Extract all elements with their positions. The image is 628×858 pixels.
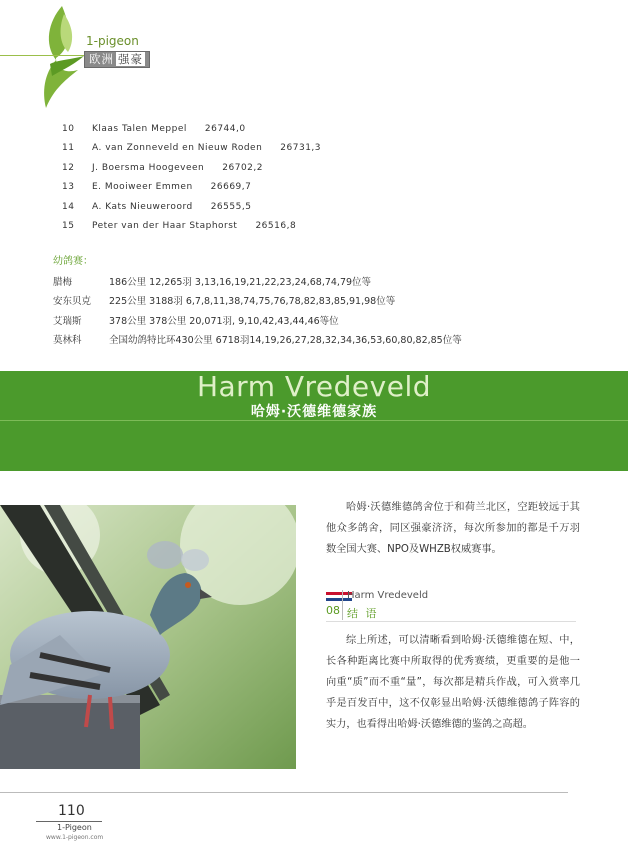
result-row (62, 119, 321, 139)
young-races-list (53, 271, 462, 349)
banner-subtitle: 哈姆·沃德维德家族 (250, 404, 378, 420)
result-rank: 10 (62, 123, 75, 134)
result-rank: 12 (62, 162, 75, 173)
results-list (62, 119, 321, 236)
result-name: E. Mooiweer Emmen (92, 182, 193, 193)
result-name: Peter van der Haar Staphorst (92, 221, 238, 232)
result-rank: 14 (62, 201, 75, 212)
section-name: Harm Vredeveld (347, 590, 429, 601)
result-score: 26744,0 (204, 123, 246, 134)
young-race-row (53, 330, 462, 350)
result-row (62, 178, 321, 198)
race-place: 艾瑞斯 (53, 315, 82, 327)
section-tag (84, 51, 150, 68)
result-row (62, 217, 321, 237)
page-number: 110 (58, 803, 85, 819)
section-divider (342, 590, 343, 620)
header-divider (0, 55, 84, 56)
result-name: Klaas Talen Meppel (92, 123, 187, 134)
race-detail: 225公里 3188羽 6,7,8,11,38,74,75,76,78,82,83,85,91,98位等 (109, 296, 396, 308)
result-row (62, 139, 321, 159)
footer-divider (0, 792, 568, 793)
result-rank: 13 (62, 182, 75, 193)
pigeon-illustration (0, 505, 296, 769)
pigeon-photo (0, 505, 296, 769)
brand-name: 1-pigeon (86, 34, 139, 48)
banner-title: Harm Vredeveld (196, 370, 432, 403)
race-detail: 186公里 12,265羽 3,13,16,19,21,22,23,24,68,74,79位等 (109, 276, 372, 288)
result-rank: 11 (62, 143, 75, 154)
leaf-logo-icon (38, 4, 88, 108)
section-tag-a: 欧洲 (89, 52, 114, 66)
result-score: 26731,3 (280, 143, 322, 154)
result-name: A. Kats Nieuweroord (92, 201, 193, 212)
result-score: 26555,5 (210, 201, 252, 212)
result-row (62, 158, 321, 178)
race-place: 莫林科 (53, 335, 82, 347)
section-title: 结 语 (347, 607, 379, 620)
young-race-row (53, 310, 462, 330)
result-row (62, 197, 321, 217)
result-score: 26669,7 (210, 182, 252, 193)
young-race-row (53, 291, 462, 311)
section-underline (326, 621, 576, 622)
race-place: 腊梅 (53, 276, 73, 288)
result-score: 26516,8 (255, 221, 297, 232)
result-score: 26702,2 (222, 162, 263, 173)
young-race-row (53, 271, 462, 291)
page-number-rule (36, 821, 102, 822)
result-name: A. van Zonneveld en Nieuw Roden (92, 143, 263, 154)
result-name: J. Boersma Hoogeveen (92, 162, 205, 173)
young-races-title: 幼鸽赛： (53, 256, 93, 267)
footer-brand: 1-Pigeon (57, 823, 92, 832)
race-detail: 全国幼鸽特比环430公里 6718羽14,19,26,27,28,32,34,36,53,60,80,82,85位等 (109, 335, 462, 347)
section-number: 08 (326, 604, 340, 617)
article-paragraph-2: 综上所述，可以清晰看到哈姆·沃德维德在短、中，长各种距离比赛中所取得的优秀赛绩，更重要的是他一向重“质”而不重“量”，每次都是精兵作战，可入赏率几乎是百发百中，这不仅彰显出哈姆·沃德维德鸽子阵容的实力，也看得出哈姆·沃德维德的鉴鸽之高超。 (326, 635, 580, 730)
footer-url: www.1-pigeon.com (46, 834, 104, 841)
race-detail: 378公里 378公里 20,071羽, 9,10,42,43,44,46等位 (109, 315, 339, 327)
result-rank: 15 (62, 221, 75, 232)
article-paragraph-1: 哈姆·沃德维德鸽舍位于和荷兰北区，空距较远于其他众多鸽舍，同区强豪济济，每次所参加的都是千万羽数全国大赛、NPO及WHZB权威赛事。 (326, 502, 580, 555)
race-place: 安东贝克 (53, 296, 92, 308)
section-tag-b: 强豪 (118, 52, 143, 66)
header-logo (0, 0, 200, 110)
